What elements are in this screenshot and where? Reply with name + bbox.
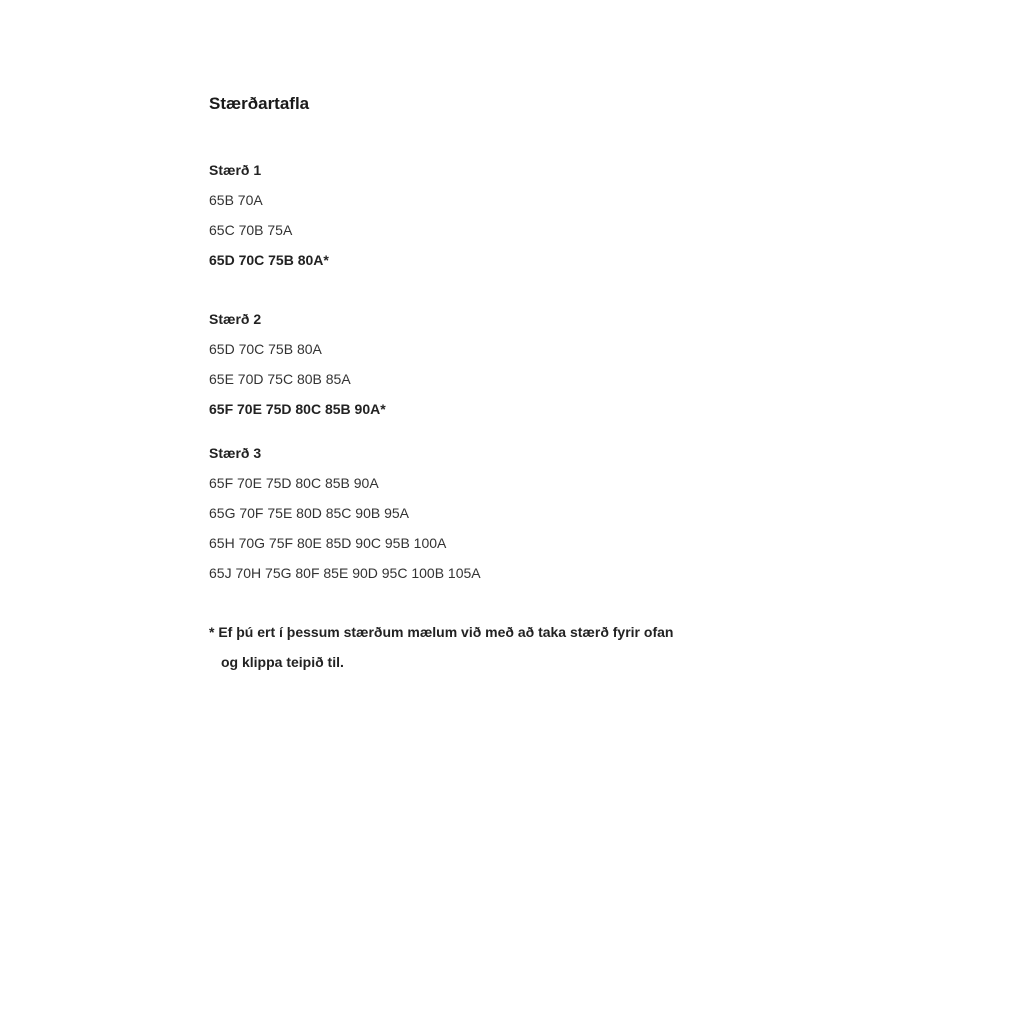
section-2-row-3: 65F 70E 75D 80C 85B 90A* [209,401,386,417]
section-3-heading: Stærð 3 [209,445,262,461]
section-1-row-2: 65C 70B 75A [209,222,293,238]
section-2-heading: Stærð 2 [209,311,262,327]
footnote-line-2: og klippa teipið til. [221,654,344,670]
section-1-row-3: 65D 70C 75B 80A* [209,252,329,268]
section-2-row-2: 65E 70D 75C 80B 85A [209,371,351,387]
footnote-line-1: * Ef þú ert í þessum stærðum mælum við með að taka stærð fyrir ofan [209,624,674,640]
section-1-row-1: 65B 70A [209,192,263,208]
section-2-row-1: 65D 70C 75B 80A [209,341,322,357]
section-3-row-1: 65F 70E 75D 80C 85B 90A [209,475,379,491]
section-3-row-4: 65J 70H 75G 80F 85E 90D 95C 100B 105A [209,565,481,581]
page-title: Stærðartafla [209,94,310,113]
section-1-heading: Stærð 1 [209,162,262,178]
section-3-row-3: 65H 70G 75F 80E 85D 90C 95B 100A [209,535,447,551]
section-3-row-2: 65G 70F 75E 80D 85C 90B 95A [209,505,410,521]
